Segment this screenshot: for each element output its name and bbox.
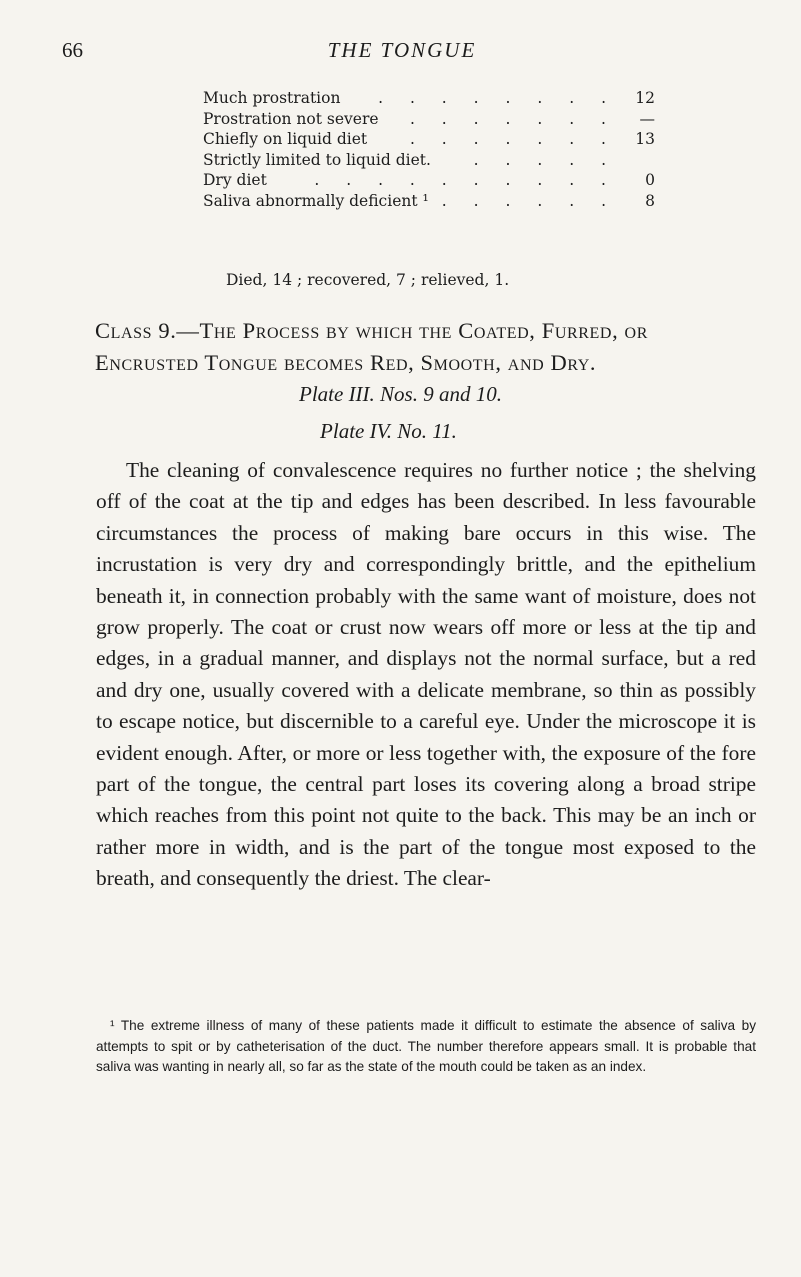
row-label: Chiefly on liquid diet — [203, 130, 368, 148]
table-row — [203, 150, 663, 171]
stats-table — [203, 88, 663, 211]
paragraph: The cleaning of convalescence requires no further notice ; the shelving off of the coat at the tip and edges has been described. In less favourable circumstances the process of making bare occurs in this wise. The incrustation is very dry and correspondingly brittle, and the epithelium beneath it, in connection probably with the same want of moisture, does not grow properly. The coat or crust now wears off more or less at the tip and edges, in a gradual manner, and displays not the normal surface, but a red and dry one, usually covered with a delicate membrane, so thin as possibly to escape notice, but discernible to a careful eye. Under the microscope it is evident enough. After, or more or less together with, the exposure of the fore part of the tongue, the central part loses its covering along a broad stripe which reaches from this point not quite to the back. This may be an inch or rather more in width, and is the part of the tongue most exposed to the breath, and consequently the driest. The clear- — [96, 458, 756, 891]
footnote-text: ¹ The extreme illness of many of these patients made it difficult to estimate the absence of saliva by attempts to spit or by catheterisation of the duct. The number therefore appears small. It is probable that saliva was wanting in nearly all, so far as the state of the mouth could be taken as an index. — [96, 1018, 756, 1074]
table-row — [203, 109, 663, 130]
row-value: 12 — [635, 89, 655, 107]
leader-dots: . . . . . . . — [409, 109, 617, 128]
page-header — [62, 38, 742, 68]
leader-dots: . . . . . . — [441, 191, 617, 210]
row-value: 0 — [645, 171, 655, 189]
leader-dots: . . . . . — [473, 150, 617, 169]
row-label: Much prostration — [203, 89, 341, 107]
row-label: Prostration not severe — [203, 109, 379, 128]
plate-reference: Plate IV. No. 11. — [320, 419, 457, 443]
row-value: 13 — [635, 130, 655, 148]
table-row — [203, 170, 663, 191]
leader-dots: . . . . . . . . — [378, 89, 617, 107]
row-label: Strictly limited to liquid diet. — [203, 150, 431, 169]
page-number: 66 — [62, 38, 83, 62]
row-label: Saliva abnormally deficient ¹ — [203, 191, 429, 210]
body-text — [96, 455, 756, 895]
table-row — [203, 88, 663, 109]
section-heading: Class 9.—The Process by which the Coated, Furred, or Encrusted Tongue becomes Red, Smooth, and Dry. — [95, 318, 648, 375]
row-value: — — [639, 109, 655, 128]
footnote — [96, 1016, 756, 1078]
leader-dots: . . . . . . . — [409, 130, 617, 148]
row-value: 8 — [645, 191, 655, 210]
table-row — [203, 129, 663, 150]
row-label: Dry diet — [203, 171, 267, 189]
table-summary: Died, 14 ; recovered, 7 ; relieved, 1. — [226, 271, 510, 289]
plate-reference: Plate III. Nos. 9 and 10. — [299, 382, 502, 406]
table-row — [203, 191, 663, 212]
leader-dots: . . . . . . . . . . — [314, 171, 617, 189]
running-title: THE TONGUE — [327, 38, 477, 62]
